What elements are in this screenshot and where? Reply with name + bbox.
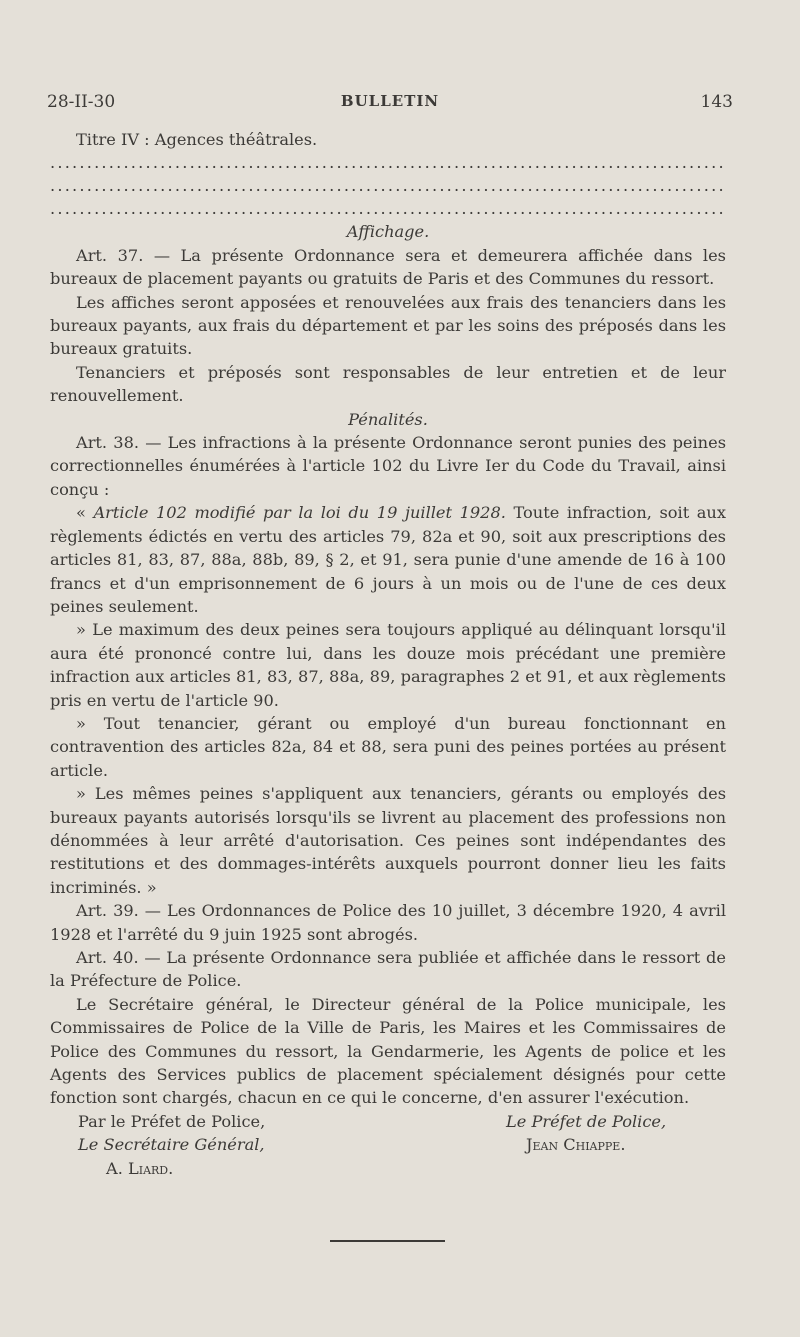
- signature-le-prefet: Le Préfet de Police,: [506, 1111, 667, 1131]
- closing-rule: [330, 1240, 445, 1242]
- paragraph-memes-peines: » Les mêmes peines s'appliquent aux tenanciers, gérants ou employés des bureaux payants autorisés lorsqu'ils se livrent au placement des professions non dénommées à leur arrêté d'autorisation. Ces peines sont indépendantes des restitutions et des dommages-intérêts auxquels pourront donner lieu les faits incriminés. »: [50, 784, 726, 897]
- signature-liard: A. Liard.: [106, 1158, 174, 1178]
- signature-chiappe: Jean Chiappe.: [526, 1135, 626, 1155]
- header-title: BULLETIN: [340, 92, 440, 110]
- paragraph-affiches: Les affiches seront apposées et renouvelées aux frais des tenanciers dans les bureaux payants, aux frais du département et par les soins des préposés dans les bureaux gratuits.: [50, 292, 726, 359]
- ellipsis-line-1: [50, 151, 726, 174]
- signature-right: [506, 1110, 726, 1180]
- paragraph-art39: Art. 39. — Les Ordonnances de Police des 10 juillet, 3 décembre 1920, 4 avril 1928 et l'arrêté du 9 juin 1925 sont abrogés.: [50, 901, 726, 944]
- quote-open-mark: «: [76, 503, 94, 523]
- paragraph-secretaire: Le Secrétaire général, le Directeur général de la Police municipale, les Commissaires de Police de la Ville de Paris, les Maires et les Commissaires de Police des Communes du ressort, la Gendarmerie, les Agents de police et les Agents des Services publics de placement spécialement désignés pour cette fonction sont chargés, chacun en ce qui le concerne, d'en assurer l'exécution.: [50, 994, 726, 1108]
- paragraph-maximum: » Le maximum des deux peines sera toujours appliqué au délinquant lorsqu'il aura été prononcé contre lui, dans les douze mois précédant une première infraction aux articles 81, 83, 87, 88a, 89, paragraphes 2 et 91, et aux règlements pris en vertu de l'article 90.: [50, 620, 726, 710]
- header-page-number: 143: [700, 92, 733, 112]
- signature-block: [50, 1110, 726, 1180]
- titre-line: Titre IV : Agences théâtrales.: [76, 130, 318, 149]
- paragraph-art37: Art. 37. — La présente Ordonnance sera et demeurera affichée dans les bureaux de placement payants ou gratuits de Paris et des Communes du ressort.: [50, 245, 726, 289]
- quote-text: Toute infraction, soit aux règlements édictés en vertu des articles 79, 82a et 90, soit aux prescriptions des articles 81, 83, 87, 88a, 88b, 89, § 2, et 91, sera punie d'une amende de 16 à 100 francs et d'un emprisonnement de 6 jours à un mois ou de l'une de ces deux peines seulement.: [50, 503, 726, 616]
- header-date: 28-II-30: [47, 92, 116, 112]
- document-body: [50, 128, 726, 1180]
- ellipsis-line-3: [50, 197, 726, 220]
- section-heading-affichage: Affichage.: [346, 222, 430, 242]
- ellipsis-line-2: [50, 174, 726, 197]
- paragraph-article-102-quote: [50, 501, 726, 618]
- paragraph-art40: Art. 40. — La présente Ordonnance sera publiée et affichée dans le ressort de la Préfecture de Police.: [50, 948, 726, 991]
- paragraph-tenanciers: Tenanciers et préposés sont responsables de leur entretien et de leur renouvellement.: [50, 362, 726, 406]
- page-header: [47, 92, 733, 118]
- signature-secretaire-general: Le Secrétaire Général,: [78, 1135, 265, 1155]
- signature-left: [50, 1110, 265, 1180]
- signature-par-le-prefet: Par le Préfet de Police,: [78, 1111, 266, 1131]
- section-heading-penalites: Pénalités.: [348, 409, 428, 429]
- paragraph-art38: Art. 38. — Les infractions à la présente Ordonnance seront punies des peines correctionnelles énumérées à l'article 102 du Livre Ier du Code du Travail, ainsi conçu :: [50, 433, 726, 499]
- paragraph-tout-tenancier: » Tout tenancier, gérant ou employé d'un bureau fonctionnant en contravention des articles 82a, 84 et 88, sera puni des peines portées au présent article.: [50, 713, 726, 780]
- quote-article-title: Article 102 modifié par la loi du 19 juillet 1928.: [93, 503, 506, 523]
